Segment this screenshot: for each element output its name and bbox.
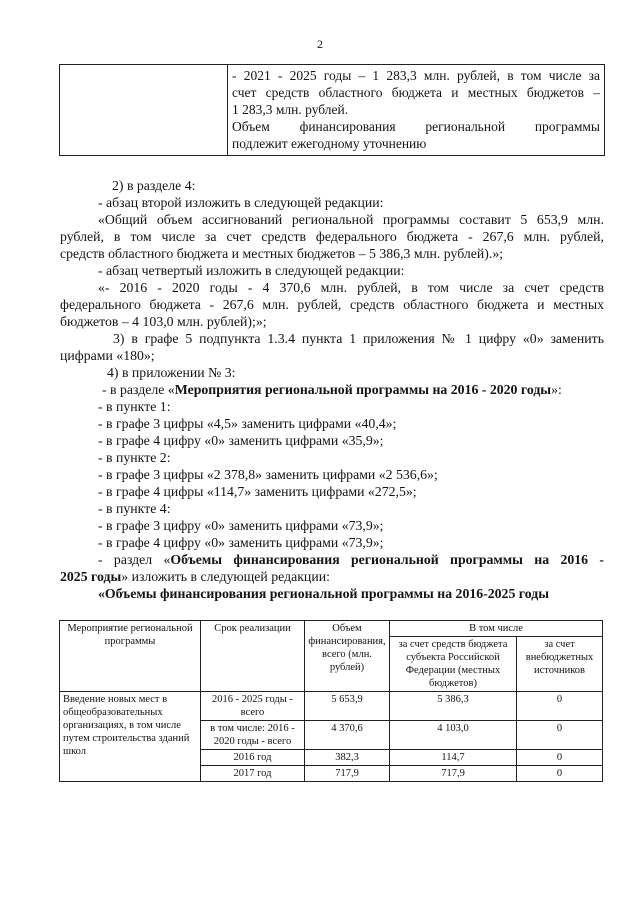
- body-line: - в пункте 4:: [98, 501, 171, 516]
- body-line: - в графе 3 цифры «2 378,8» заменить цифрами «2 536,6»;: [98, 467, 438, 482]
- total-cell: 717,9: [305, 766, 390, 782]
- body-line-text: »:: [551, 382, 562, 397]
- period-cell: в том числе: 2016 - 2020 годы - всего: [201, 721, 305, 750]
- body-line: - абзац второй изложить в следующей редакции:: [98, 195, 384, 210]
- passport-value-cell: [228, 65, 605, 156]
- period-cell: 2016 - 2025 годы - всего: [201, 692, 305, 721]
- section-title-bold: Объемы финансирования региональной программы на 2016 -: [170, 552, 604, 567]
- period-cell: 2017 год: [201, 766, 305, 782]
- total-cell: 5 653,9: [305, 692, 390, 721]
- table-caption-bold: «Объемы финансирования региональной программы на 2016-2025 годы: [98, 586, 549, 601]
- body-line-text: - в разделе «: [102, 382, 175, 397]
- body-line: средств областного бюджета и местных бюджетов – 5 386,3 млн. рублей).»;: [60, 246, 504, 261]
- header-extrabudgetary: за счет внебюджетных источников: [517, 637, 603, 692]
- body-line: [102, 381, 562, 398]
- body-line: - в графе 4 цифру «0» заменить цифрами «73,9»;: [98, 535, 384, 550]
- table-row: [60, 692, 603, 721]
- body-line: - в графе 3 цифру «0» заменить цифрами «73,9»;: [98, 518, 384, 533]
- body-line: [98, 551, 604, 568]
- extrabudgetary-cell: 0: [517, 766, 603, 782]
- body-line-text: - раздел «: [98, 552, 171, 567]
- passport-label-cell: [60, 65, 228, 156]
- body-line: 4) в приложении № 3:: [107, 365, 236, 380]
- passport-line: Объем финансирования региональной программы: [232, 119, 600, 134]
- body-line: - в графе 4 цифру «0» заменить цифрами «35,9»;: [98, 433, 384, 448]
- body-line: - абзац четвертый изложить в следующей редакции:: [98, 263, 405, 278]
- body-line: «Общий объем ассигнований региональной программы составит 5 653,9 млн.: [98, 212, 604, 227]
- regional-cell: 4 103,0: [390, 721, 517, 750]
- activity-cell: Введение новых мест в общеобразовательных организациях, в том числе путем строительства зданий школ: [60, 692, 201, 782]
- total-cell: 4 370,6: [305, 721, 390, 750]
- body-line: федерального бюджета - 267,6 млн. рублей, средств областного бюджета и местных: [60, 297, 604, 312]
- header-total: Объем финансирования, всего (млн. рублей): [305, 621, 390, 692]
- extrabudgetary-cell: 0: [517, 750, 603, 766]
- body-line: - в пункте 2:: [98, 450, 171, 465]
- regional-cell: 717,9: [390, 766, 517, 782]
- table-header-row: [60, 621, 603, 637]
- passport-line: счет средств областного бюджета и местных бюджетов –: [232, 85, 600, 100]
- body-line: цифрами «180»;: [60, 348, 155, 363]
- body-line: - в графе 4 цифры «114,7» заменить цифрами «272,5»;: [98, 484, 417, 499]
- section-title-bold: Мероприятия региональной программы на 2016 - 2020 годы: [174, 382, 552, 397]
- header-group-including: В том числе: [390, 621, 603, 637]
- body-line: [60, 568, 330, 585]
- page-number: 2: [317, 37, 323, 51]
- header-activity: Мероприятие региональной программы: [60, 621, 201, 692]
- passport-line: - 2021 - 2025 годы – 1 283,3 млн. рублей, в том числе за: [232, 68, 600, 83]
- body-line: 2) в разделе 4:: [112, 178, 196, 193]
- section-title-bold: 2025 годы: [60, 569, 122, 584]
- body-line: «- 2016 - 2020 годы - 4 370,6 млн. рублей, в том числе за счет средств: [98, 280, 604, 295]
- body-line: 3) в графе 5 подпункта 1.3.4 пункта 1 приложения № 1 цифру «0» заменить: [113, 331, 604, 346]
- body-line: - в пункте 1:: [98, 399, 171, 414]
- total-cell: 382,3: [305, 750, 390, 766]
- regional-cell: 114,7: [390, 750, 517, 766]
- body-line: рублей, в том числе за счет средств федерального бюджета - 267,6 млн. рублей,: [60, 229, 604, 244]
- body-line: - в графе 3 цифры «4,5» заменить цифрами «40,4»;: [98, 416, 397, 431]
- body-line: бюджетов – 4 103,0 млн. рублей);»;: [60, 314, 267, 329]
- table-caption: [98, 585, 549, 602]
- extrabudgetary-cell: 0: [517, 692, 603, 721]
- header-regional-budget: за счет средств бюджета субъекта Российской Федерации (местных бюджетов): [390, 637, 517, 692]
- body-line-text: » изложить в следующей редакции:: [121, 569, 330, 584]
- period-cell: 2016 год: [201, 750, 305, 766]
- regional-cell: 5 386,3: [390, 692, 517, 721]
- passport-line: подлежит ежегодному уточнению: [232, 136, 427, 151]
- extrabudgetary-cell: 0: [517, 721, 603, 750]
- financing-table: [59, 620, 603, 782]
- header-period: Срок реализации: [201, 621, 305, 692]
- passport-line: 1 283,3 млн. рублей.: [232, 102, 349, 117]
- program-passport-table: [59, 64, 605, 156]
